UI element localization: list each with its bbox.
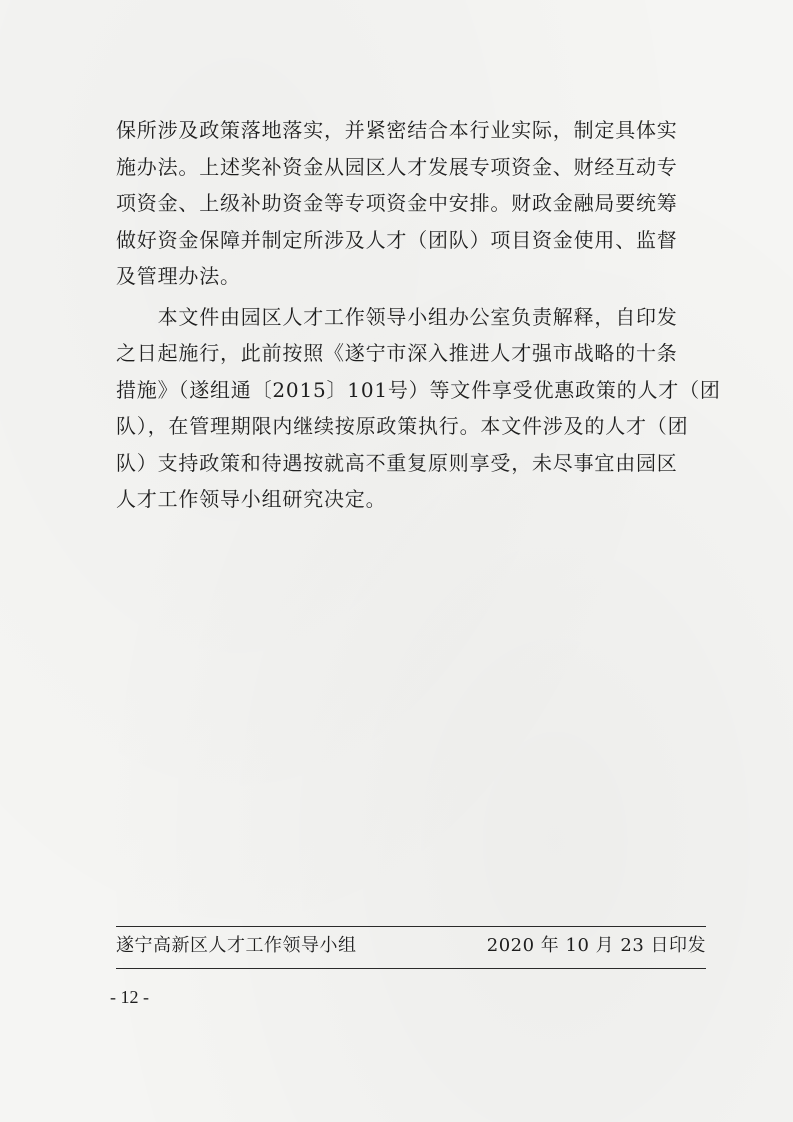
footer-rule-top	[116, 926, 706, 927]
paragraph-line: 之日起施行，此前按照《遂宁市深入推进人才强市战略的十条	[116, 341, 678, 365]
paragraph-line: 及管理办法。	[116, 264, 241, 288]
paragraph-line: 队），在管理期限内继续按原政策执行。本文件涉及的人才（团	[116, 414, 689, 438]
page-number: - 12 -	[110, 987, 149, 1007]
paragraph-line: 做好资金保障并制定所涉及人才（团队）项目资金使用、监督	[116, 227, 678, 252]
paragraph-line: 队）支持政策和待遇按就高不重复原则享受，未尽事宜由园区	[116, 450, 678, 475]
issuer-name: 遂宁高新区人才工作领导小组	[116, 935, 357, 956]
paragraph-line: 项资金、上级补助资金等专项资金中安排。财政金融局要统筹	[116, 191, 678, 215]
issuance-footer	[116, 931, 706, 961]
footer-rule-bottom	[116, 968, 706, 969]
body-text	[116, 112, 721, 522]
paragraph-line: 施办法。上述奖补资金从园区人才发展专项资金、财经互动专	[116, 154, 678, 179]
paragraph-line: 保所涉及政策落地落实，并紧密结合本行业实际，制定具体实	[116, 118, 678, 142]
paragraph-line: 本文件由园区人才工作领导小组办公室负责解释，自印发	[116, 304, 678, 329]
paragraph-line: 人才工作领导小组研究决定。	[116, 487, 387, 511]
paragraph-2	[116, 299, 721, 518]
paragraph-line: 措施》（遂组通〔2015〕101号）等文件享受优惠政策的人才（团	[116, 377, 721, 402]
issue-date: 2020 年 10 月 23 日印发	[486, 935, 706, 956]
paragraph-1	[116, 112, 706, 295]
